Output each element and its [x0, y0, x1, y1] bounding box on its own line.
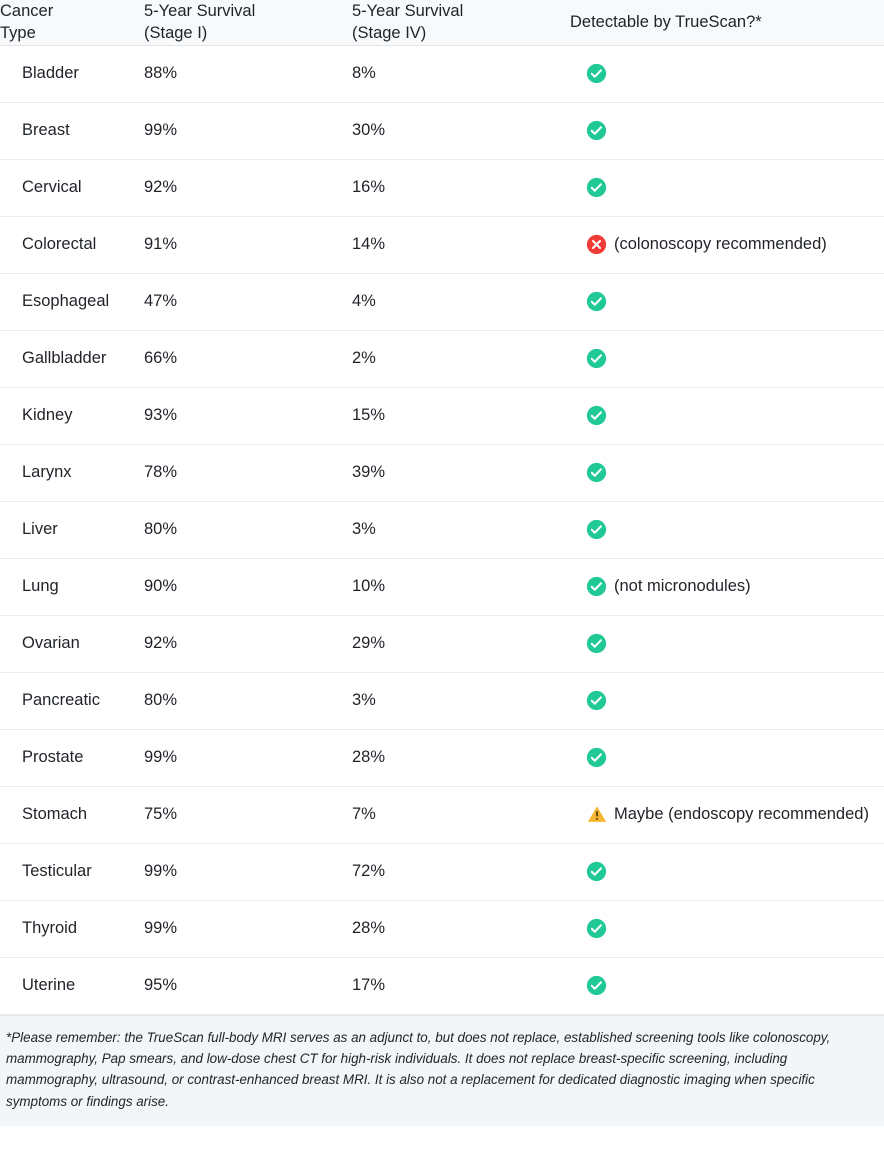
table-header: [0, 0, 884, 45]
column-header-detectable: [570, 0, 884, 45]
cell-cancer-type: Breast: [0, 102, 144, 159]
cell-stage1-survival: 99%: [144, 843, 352, 900]
table-row: [0, 900, 884, 957]
table-body: [0, 45, 884, 1014]
cell-stage1-survival: 88%: [144, 45, 352, 102]
column-header-stage4-line1: 5-Year Survival: [352, 2, 464, 20]
cell-cancer-type: Kidney: [0, 387, 144, 444]
cell-cancer-type: Lung: [0, 558, 144, 615]
check-circle-icon: [586, 63, 607, 84]
detectable-indicator: [586, 348, 884, 369]
check-circle-icon: [586, 120, 607, 141]
cell-stage1-survival: 78%: [144, 444, 352, 501]
check-circle-icon: [586, 576, 607, 597]
table-row: [0, 786, 884, 843]
detectable-indicator: [586, 861, 884, 882]
cell-detectable: [570, 273, 884, 330]
cell-stage4-survival: 28%: [352, 729, 570, 786]
cell-stage4-survival: 14%: [352, 216, 570, 273]
column-header-detectable-label: Detectable by TrueScan?*: [570, 13, 762, 32]
detectable-indicator: [586, 291, 884, 312]
footnote: [0, 1015, 884, 1127]
table-row: [0, 387, 884, 444]
table-row: [0, 672, 884, 729]
table-row: [0, 273, 884, 330]
cell-stage4-survival: 30%: [352, 102, 570, 159]
cell-cancer-type: Esophageal: [0, 273, 144, 330]
cell-stage1-survival: 80%: [144, 672, 352, 729]
detectable-note: (colonoscopy recommended): [614, 234, 827, 253]
cell-stage1-survival: 47%: [144, 273, 352, 330]
table-row: [0, 444, 884, 501]
cell-detectable: [570, 330, 884, 387]
check-circle-icon: [586, 519, 607, 540]
cell-detectable: [570, 216, 884, 273]
check-circle-icon: [586, 291, 607, 312]
cell-detectable: [570, 843, 884, 900]
column-header-cancer-type-line2: Type: [0, 24, 36, 43]
cell-cancer-type: Cervical: [0, 159, 144, 216]
column-header-stage1: [144, 0, 352, 45]
cell-stage1-survival: 91%: [144, 216, 352, 273]
detectable-indicator: [586, 233, 884, 256]
cell-stage1-survival: 93%: [144, 387, 352, 444]
cell-stage4-survival: 3%: [352, 672, 570, 729]
cell-stage4-survival: 8%: [352, 45, 570, 102]
cell-cancer-type: Testicular: [0, 843, 144, 900]
cell-detectable: [570, 729, 884, 786]
warning-triangle-icon: [586, 803, 607, 824]
check-circle-icon: [586, 177, 607, 198]
cell-cancer-type: Larynx: [0, 444, 144, 501]
detectable-indicator: [586, 177, 884, 198]
detectable-indicator: [586, 405, 884, 426]
cell-stage4-survival: 17%: [352, 957, 570, 1014]
cell-detectable: [570, 558, 884, 615]
column-header-stage4-line2: (Stage IV): [352, 24, 427, 43]
detectable-indicator: [586, 519, 884, 540]
cell-detectable: [570, 102, 884, 159]
cell-stage4-survival: 10%: [352, 558, 570, 615]
cell-stage4-survival: 15%: [352, 387, 570, 444]
cell-cancer-type: Thyroid: [0, 900, 144, 957]
detectable-indicator: [586, 975, 884, 996]
table-row: [0, 330, 884, 387]
check-circle-icon: [586, 690, 607, 711]
x-circle-icon: [586, 234, 607, 255]
table-row: [0, 45, 884, 102]
cell-stage1-survival: 99%: [144, 900, 352, 957]
column-header-cancer-type: [0, 0, 144, 45]
cell-detectable: [570, 957, 884, 1014]
table-row: [0, 957, 884, 1014]
cell-stage4-survival: 39%: [352, 444, 570, 501]
cell-detectable: [570, 672, 884, 729]
footnote-text: *Please remember: the TrueScan full-body MRI serves as an adjunct to, but does not replace, established screening tools like colonoscopy, mammography, Pap smears, and low-dose chest CT for high-risk individuals. It does not replace breast-specific screening, including mammography, ultrasound, or contrast-enhanced breast MRI. It is also not a replacement for dedicated diagnostic imaging when specific symptoms or findings arise.: [6, 1029, 831, 1109]
cell-cancer-type: Colorectal: [0, 216, 144, 273]
cell-stage4-survival: 72%: [352, 843, 570, 900]
cell-stage1-survival: 80%: [144, 501, 352, 558]
check-circle-icon: [586, 633, 607, 654]
check-circle-icon: [586, 462, 607, 483]
table-row: [0, 615, 884, 672]
table-row: [0, 159, 884, 216]
cell-stage1-survival: 90%: [144, 558, 352, 615]
cell-stage1-survival: 95%: [144, 957, 352, 1014]
cell-cancer-type: Ovarian: [0, 615, 144, 672]
cell-detectable: [570, 786, 884, 843]
cell-stage4-survival: 4%: [352, 273, 570, 330]
table-row: [0, 102, 884, 159]
table-row: [0, 558, 884, 615]
cell-detectable: [570, 387, 884, 444]
cell-detectable: [570, 615, 884, 672]
cell-stage4-survival: 2%: [352, 330, 570, 387]
cell-stage4-survival: 16%: [352, 159, 570, 216]
cell-stage1-survival: 92%: [144, 159, 352, 216]
detectable-indicator: [586, 918, 884, 939]
cell-stage4-survival: 7%: [352, 786, 570, 843]
cell-cancer-type: Stomach: [0, 786, 144, 843]
cell-stage4-survival: 29%: [352, 615, 570, 672]
detectable-note: (not micronodules): [614, 576, 751, 595]
check-circle-icon: [586, 747, 607, 768]
table-header-row: [0, 0, 884, 45]
table-row: [0, 501, 884, 558]
check-circle-icon: [586, 975, 607, 996]
detectable-indicator: [586, 633, 884, 654]
check-circle-icon: [586, 348, 607, 369]
cell-stage4-survival: 28%: [352, 900, 570, 957]
cell-detectable: [570, 159, 884, 216]
check-circle-icon: [586, 405, 607, 426]
cell-detectable: [570, 45, 884, 102]
cell-cancer-type: Bladder: [0, 45, 144, 102]
cell-detectable: [570, 501, 884, 558]
column-header-stage1-line1: 5-Year Survival: [144, 2, 256, 20]
cell-stage1-survival: 92%: [144, 615, 352, 672]
check-circle-icon: [586, 918, 607, 939]
cell-cancer-type: Uterine: [0, 957, 144, 1014]
column-header-cancer-type-line1: Cancer: [0, 2, 54, 20]
detectable-indicator: [586, 462, 884, 483]
cell-cancer-type: Liver: [0, 501, 144, 558]
cell-stage1-survival: 75%: [144, 786, 352, 843]
cell-cancer-type: Pancreatic: [0, 672, 144, 729]
column-header-stage4: [352, 0, 570, 45]
table-row: [0, 216, 884, 273]
check-circle-icon: [586, 861, 607, 882]
table-row: [0, 729, 884, 786]
detectable-indicator: [586, 120, 884, 141]
cell-detectable: [570, 444, 884, 501]
detectable-indicator: [586, 690, 884, 711]
cell-stage1-survival: 99%: [144, 102, 352, 159]
column-header-stage1-line2: (Stage I): [144, 24, 208, 43]
detectable-note: Maybe (endoscopy recommended): [614, 805, 869, 824]
cell-detectable: [570, 900, 884, 957]
cell-stage1-survival: 99%: [144, 729, 352, 786]
detectable-indicator: [586, 63, 884, 84]
cell-cancer-type: Gallbladder: [0, 330, 144, 387]
detectable-indicator: [586, 575, 884, 598]
table-row: [0, 843, 884, 900]
cell-cancer-type: Prostate: [0, 729, 144, 786]
detectable-indicator: [586, 803, 884, 826]
detectable-indicator: [586, 747, 884, 768]
cell-stage4-survival: 3%: [352, 501, 570, 558]
cell-stage1-survival: 66%: [144, 330, 352, 387]
